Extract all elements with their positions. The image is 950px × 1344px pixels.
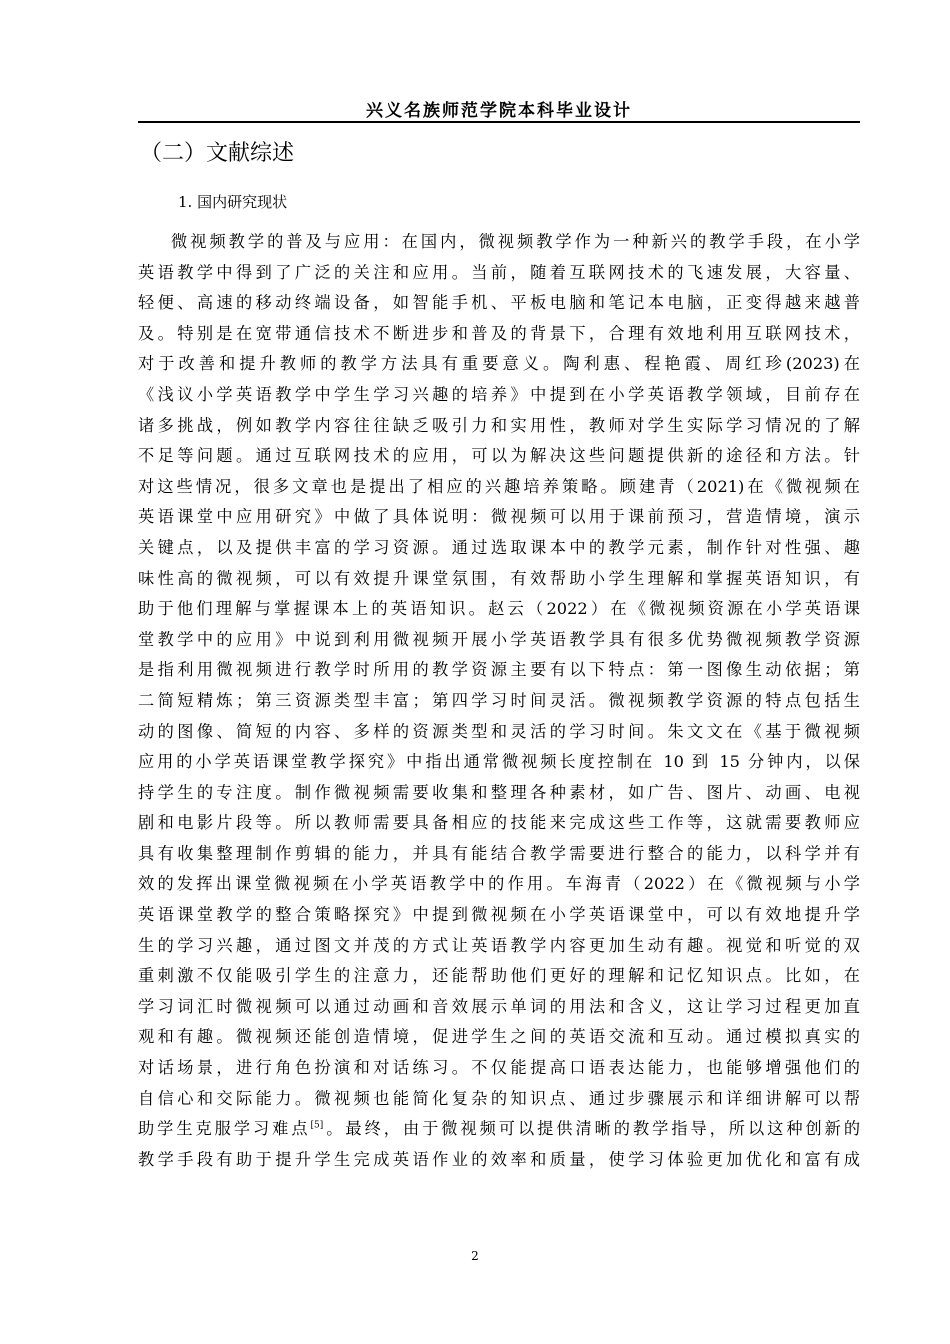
body-line: 学习词汇时微视频可以通过动画和音效展示单词的用法和含义，这让学习过程更加直 <box>138 996 860 1016</box>
body-line: 具有收集整理制作剪辑的能力，并具有能结合教学需要进行整合的能力，以科学并有 <box>138 843 860 863</box>
page-header-title: 兴义名族师范学院本科毕业设计 <box>366 101 632 121</box>
body-line: 对话场景，进行角色扮演和对话练习。不仅能提高口语表达能力，也能够增强他们的 <box>138 1058 860 1078</box>
body-line: 对这些情况，很多文章也是提出了相应的兴趣培养策略。顾建青（2021)在《微视频在 <box>138 476 860 496</box>
body-line: 应用的小学英语课堂教学探究》中指出通常微视频长度控制在 10 到 15 分钟内，以保 <box>138 752 860 772</box>
body-line: 二简短精炼；第三资源类型丰富；第四学习时间灵活。微视频教学资源的特点包括生 <box>138 690 860 710</box>
body-line: 助于他们理解与掌握课本上的英语知识。赵云（2022）在《微视频资源在小学英语课 <box>138 599 860 619</box>
body-line-with-citation <box>138 1114 860 1145</box>
body-line: 对于改善和提升教师的教学方法具有重要意义。陶利惠、程艳霞、周红珍(2023)在 <box>138 354 860 374</box>
body-text-run: 。最终，由于微视频可以提供清晰的教学指导，所以这种创新的 <box>323 1119 860 1139</box>
body-line: 观和有趣。微视频还能创造情境，促进学生之间的英语交流和互动。通过模拟真实的 <box>138 1027 860 1047</box>
body-line: 英语教学中得到了广泛的关注和应用。当前，随着互联网技术的飞速发展，大容量、 <box>138 262 860 282</box>
subsection-heading: 1. 国内研究现状 <box>178 193 288 211</box>
body-line: 英语课堂中应用研究》中做了具体说明：微视频可以用于课前预习，营造情境，演示 <box>138 507 860 527</box>
body-line: 堂教学中的应用》中说到利用微视频开展小学英语教学具有很多优势微视频教学资源 <box>138 629 860 649</box>
body-line: 味性高的微视频，可以有效提升课堂氛围，有效帮助小学生理解和掌握英语知识，有 <box>138 568 860 588</box>
body-line: 诸多挑战，例如教学内容往往缺乏吸引力和实用性，教师对学生实际学习情况的了解 <box>138 415 860 435</box>
body-line: 英语课堂教学的整合策略探究》中提到微视频在小学英语课堂中，可以有效地提升学 <box>138 905 860 925</box>
body-line: 轻便、高速的移动终端设备，如智能手机、平板电脑和笔记本电脑，正变得越来越普 <box>138 293 860 313</box>
body-line: 持学生的专注度。制作微视频需要收集和整理各种素材，如广告、图片、动画、电视 <box>138 782 860 802</box>
page-number: 2 <box>471 1249 479 1263</box>
body-line: 及。特别是在宽带通信技术不断进步和普及的背景下，合理有效地利用互联网技术， <box>138 323 860 343</box>
body-line: 《浅议小学英语教学中学生学习兴趣的培养》中提到在小学英语教学领域，目前存在 <box>138 384 860 404</box>
body-line: 是指利用微视频进行教学时所用的教学资源主要有以下特点：第一图像生动依据；第 <box>138 660 860 680</box>
body-line: 效的发挥出课堂微视频在小学英语教学中的作用。车海青（2022）在《微视频与小学 <box>138 874 860 894</box>
body-line: 动的图像、简短的内容、多样的资源类型和灵活的学习时间。朱文文在《基于微视频 <box>138 721 860 741</box>
body-line: 重刺激不仅能吸引学生的注意力，还能帮助他们更好的理解和记忆知识点。比如，在 <box>138 966 860 986</box>
body-line: 自信心和交际能力。微视频也能简化复杂的知识点、通过步骤展示和详细讲解可以帮 <box>138 1088 860 1108</box>
body-line: 剧和电影片段等。所以教师需要具备相应的技能来完成这些工作等，这就需要教师应 <box>138 813 860 833</box>
header-divider <box>138 121 860 123</box>
body-line: 生的学习兴趣，通过图文并茂的方式让英语教学内容更加生动有趣。视觉和听觉的双 <box>138 935 860 955</box>
section-heading: （二）文献综述 <box>140 141 295 166</box>
body-line: 教学手段有助于提升学生完成英语作业的效率和质量，使学习体验更加优化和富有成 <box>138 1149 860 1169</box>
body-line: 微视频教学的普及与应用：在国内，微视频教学作为一种新兴的教学手段，在小学 <box>171 232 860 251</box>
body-text-run: 助学生克服学习难点 <box>138 1119 311 1139</box>
body-paragraph <box>138 227 860 1175</box>
body-line: 关键点，以及提供丰富的学习资源。通过选取课本中的教学元素，制作针对性强、趣 <box>138 537 860 557</box>
citation-marker: [5] <box>310 1120 324 1131</box>
body-line: 不足等问题。通过互联网技术的应用，可以为解决这些问题提供新的途径和方法。针 <box>138 446 860 466</box>
